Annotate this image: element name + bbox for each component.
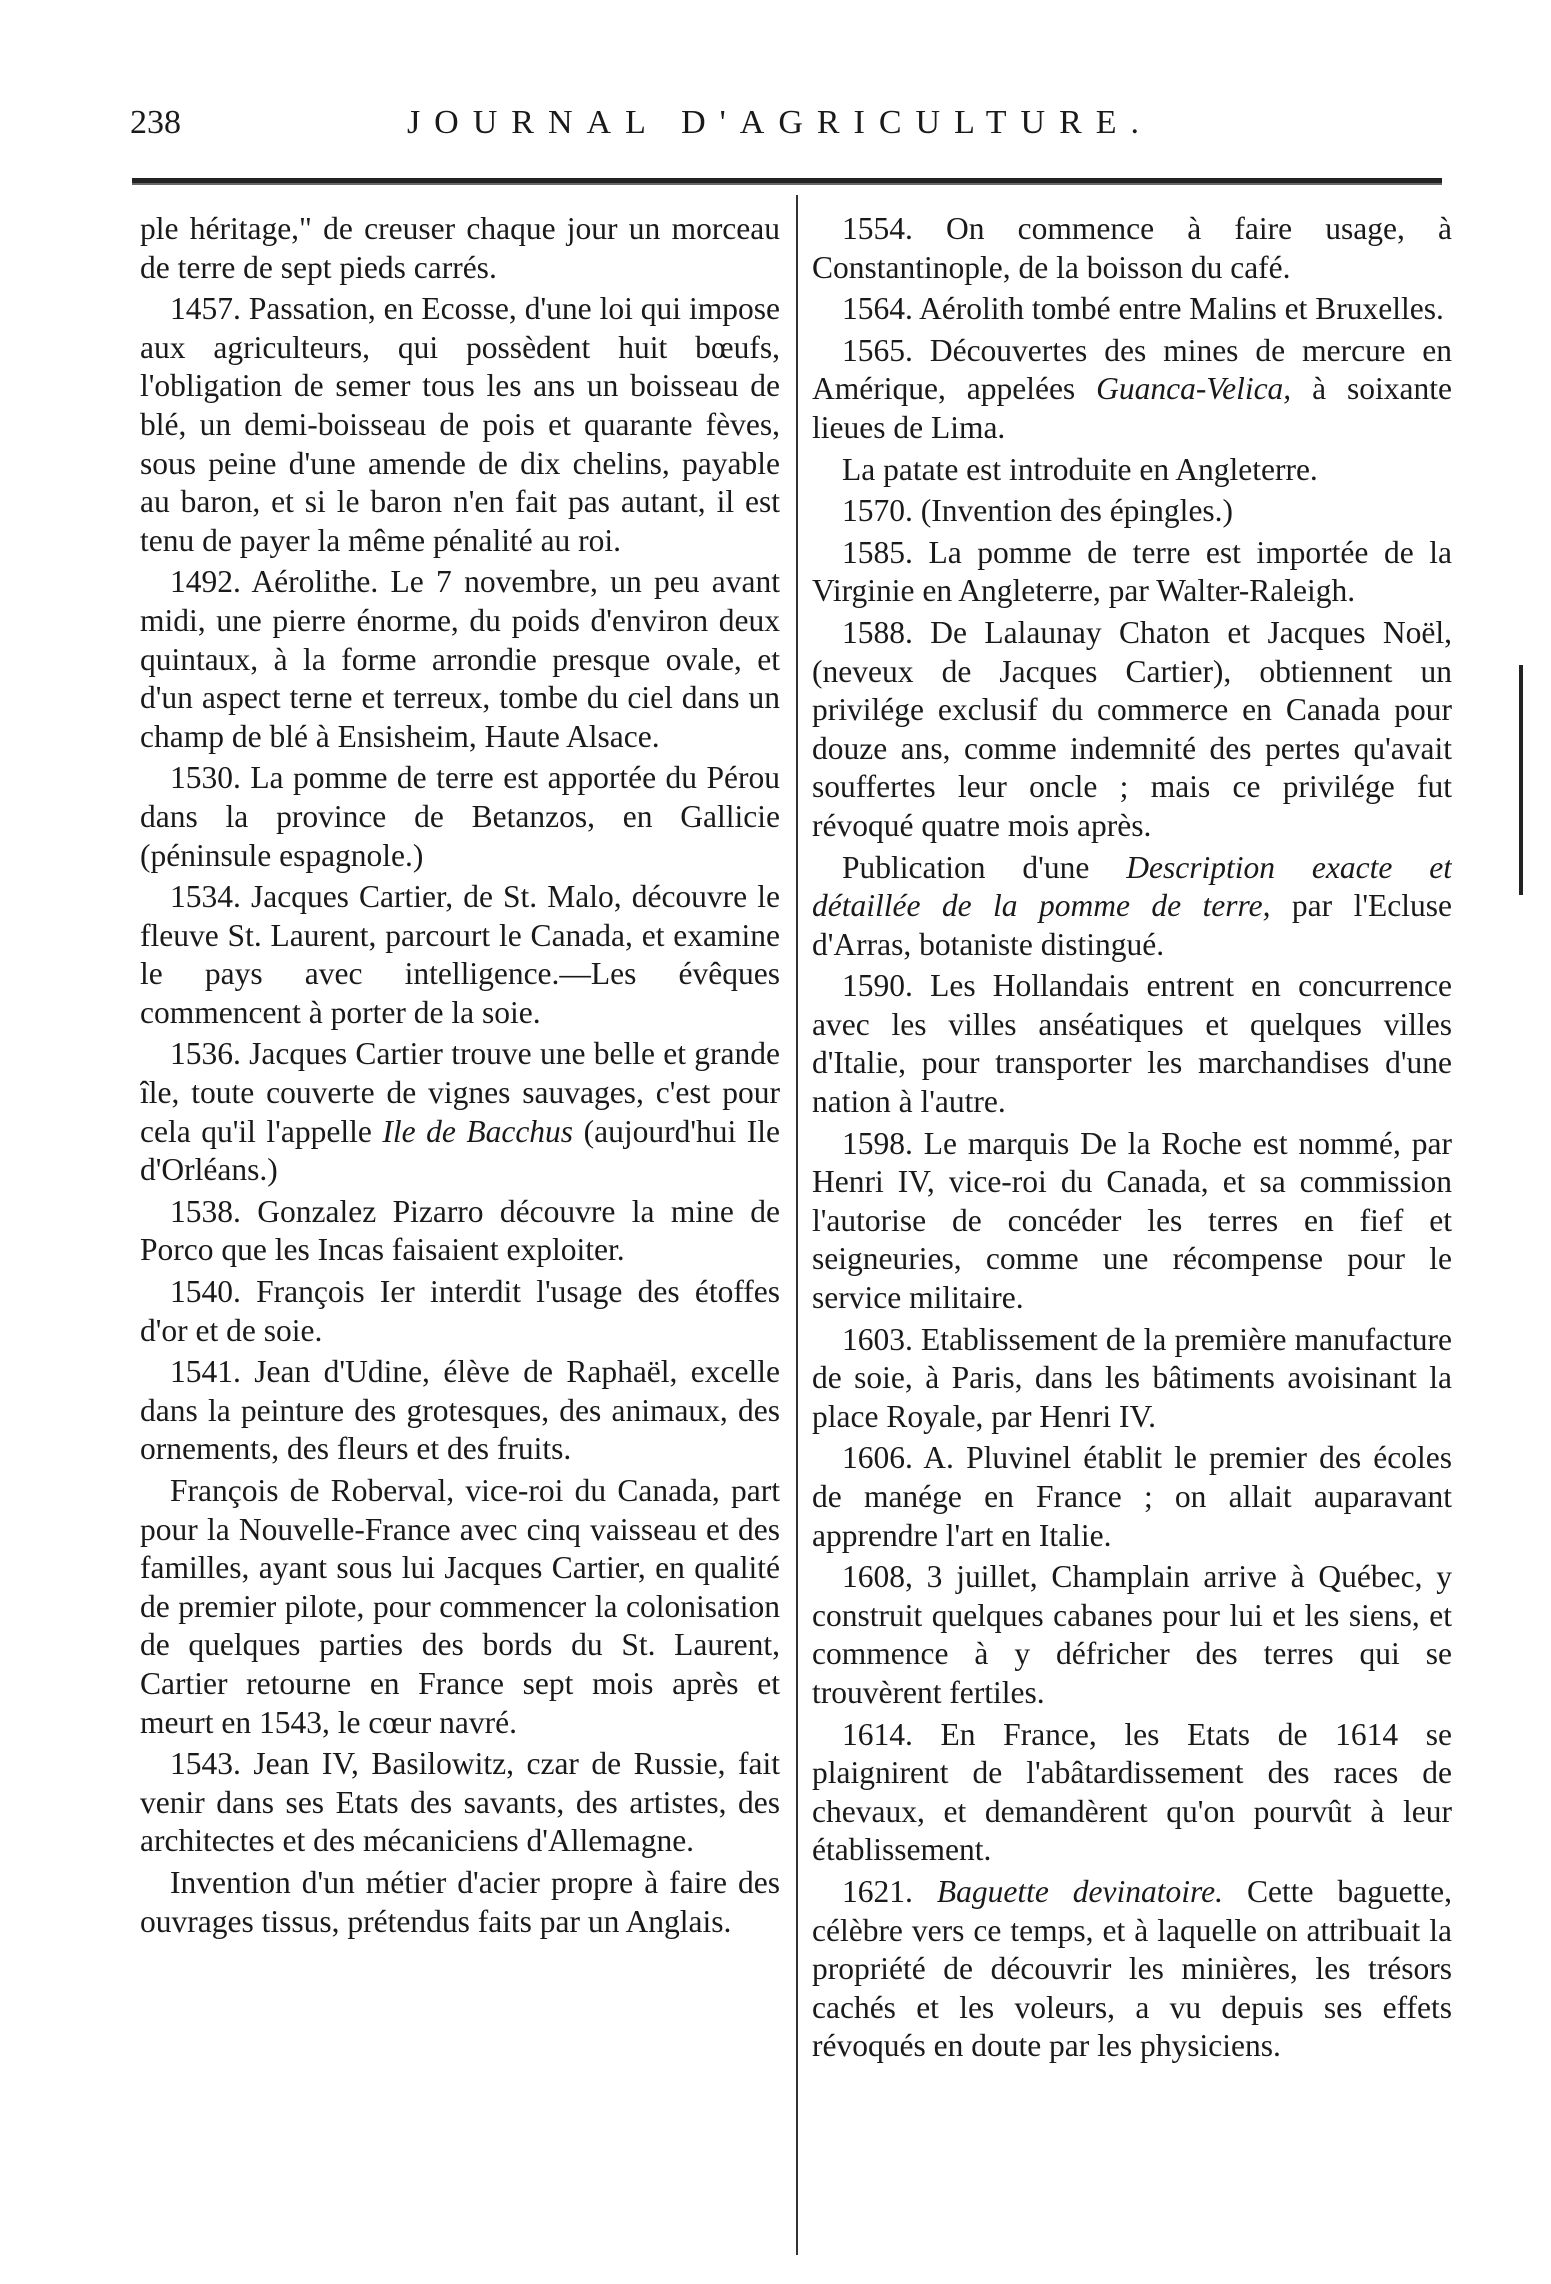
text-run: Publication d'une (842, 849, 1127, 885)
paragraph: 1538. Gonzalez Pizarro découvre la mine de Porco que les Incas faisaient exploiter. (140, 1193, 780, 1268)
margin-bar (1519, 665, 1523, 895)
paragraph: La patate est introduite en Angleterre. (842, 451, 1318, 487)
text-run: 1621. (842, 1873, 937, 1909)
paragraph: 1540. François Ier interdit l'usage des étoffes d'or et de soie. (140, 1274, 780, 1348)
paragraph: 1543. Jean IV, Basilowitz, czar de Russie, fait venir dans ses Etats des savants, des artistes, des architectes et des mécaniciens d'Allemagne. (140, 1746, 780, 1859)
italic-term: Guanca-Velica, (1096, 371, 1292, 407)
text-run: (aujourd'hui Ile d'Orléans.) (140, 1113, 780, 1188)
paragraph: 1554. On commence à faire usage, à Constantinople, de la boisson du café. (812, 211, 1452, 285)
paragraph: 1457. Passation, en Ecosse, d'une loi qui impose aux agriculteurs, qui possèdent huit bœufs, l'obligation de semer tous les ans un boisseau de blé, un demi-boisseau de pois et quarante fèves, sous peine d'une amende de dix chelins, payable au baron, et si le baron n'en fait pas autant, il est tenu de payer la même pénalité au roi. (140, 291, 780, 558)
paragraph: François de Roberval, vice-roi du Canada, part pour la Nouvelle-France avec cinq vaisseau et des familles, ayant sous lui Jacques Cartier, en qualité de premier pilote, pour commencer la colonisation de quelques parties des bords du St. Laurent, Cartier retourne en France sept mois après et meurt en 1543, le cœur navré. (140, 1473, 780, 1740)
running-title: JOURNAL D'AGRICULTURE. (406, 104, 1154, 141)
paragraph: 1492. Aérolithe. Le 7 novembre, un peu avant midi, une pierre énorme, du poids d'environ deux quintaux, à la forme arrondie presque ovale, et d'un aspect terne et terreux, tombe du ciel dans un champ de blé à Ensisheim, Haute Alsace. (140, 564, 780, 754)
paragraph (812, 1873, 1452, 2066)
paragraph (812, 332, 1452, 448)
page-number: 238 (130, 104, 181, 141)
page-header (130, 98, 1430, 148)
text-run: à soixante lieues de Lima. (812, 371, 1452, 445)
text-run: par l'Ecluse d'Arras, botaniste distingué. (812, 888, 1452, 962)
paragraph: 1564. Aérolith tombé entre Malins et Bruxelles. (842, 291, 1444, 327)
italic-term: Ile de Bacchus (382, 1113, 574, 1149)
paragraph (812, 849, 1452, 965)
paragraph: ple héritage," de creuser chaque jour un morceau de terre de sept pieds carrés. (140, 211, 780, 285)
paragraph: 1534. Jacques Cartier, de St. Malo, découvre le fleuve St. Laurent, parcourt le Canada, et examine le pays avec intelligence.—Les évêques commencent à porter de la soie. (140, 879, 780, 1030)
paragraph (140, 1035, 780, 1189)
italic-term: Baguette devinatoire. (936, 1873, 1223, 1909)
right-column (812, 210, 1452, 2250)
paragraph: 1541. Jean d'Udine, élève de Raphaël, excelle dans la peinture des grotesques, des animaux, des ornements, des fleurs et des fruits. (140, 1354, 780, 1467)
paragraph: Invention d'un métier d'acier propre à faire des ouvrages tissus, prétendus faits par un Anglais. (140, 1864, 780, 1939)
text-run: 1536. Jacques Cartier trouve une belle et grande île, toute couverte de vignes sauvages, c'est pour cela qu'il l'appelle (140, 1036, 780, 1149)
paragraph: 1530. La pomme de terre est apportée du Pérou dans la province de Betanzos, en Gallicie (péninsule espagnole.) (140, 760, 780, 873)
paragraph: 1588. De Lalaunay Chaton et Jacques Noël, (neveux de Jacques Cartier), obtiennent un privilége exclusif du commerce en Canada pour douze ans, comme indemnité des pertes qu'avait souffertes leur oncle ; mais ce privilége fut révoqué quatre mois après. (812, 614, 1452, 843)
left-column (140, 210, 780, 2250)
header-rule (132, 178, 1442, 185)
paragraph: 1570. (Invention des épingles.) (842, 493, 1234, 529)
paragraph: 1598. Le marquis De la Roche est nommé, par Henri IV, vice-roi du Canada, et sa commission l'autorise de concéder les terres en fief et seigneuries, comme une récompense pour le service militaire. (812, 1125, 1452, 1316)
italic-term: Description exacte et détaillée de la pomme de terre, (812, 849, 1452, 924)
paragraph: 1590. Les Hollandais entrent en concurrence avec les villes anséatiques et quelques villes d'Italie, pour transporter les marchandises d'une nation à l'autre. (812, 968, 1452, 1120)
paragraph: 1614. En France, les Etats de 1614 se plaignirent de l'abâtardissement des races de chevaux, et demandèrent qu'on pourvût à leur établissement. (812, 1716, 1452, 1868)
paragraph: 1603. Etablissement de la première manufacture de soie, à Paris, dans les bâtiments avoisinant la place Royale, par Henri IV. (812, 1321, 1452, 1434)
paragraph: 1585. La pomme de terre est importée de la Virginie en Angleterre, par Walter-Raleigh. (812, 534, 1452, 609)
text-run: Cette baguette, célèbre vers ce temps, et à laquelle on attribuait la propriété de découvrir les minières, les trésors cachés et les voleurs, a vu depuis ses effets révoqués en doute par les physiciens. (812, 1873, 1452, 2064)
column-divider (796, 195, 798, 2255)
paragraph: 1606. A. Pluvinel établit le premier des écoles de manége en France ; on allait auparavant apprendre l'art en Italie. (812, 1440, 1452, 1553)
paragraph: 1608, 3 juillet, Champlain arrive à Québec, y construit quelques cabanes pour lui et les siens, et commence à y défricher des terres qui se trouvèrent fertiles. (812, 1559, 1452, 1710)
text-run: 1565. Découvertes des mines de mercure en Amérique, appelées (812, 332, 1452, 407)
